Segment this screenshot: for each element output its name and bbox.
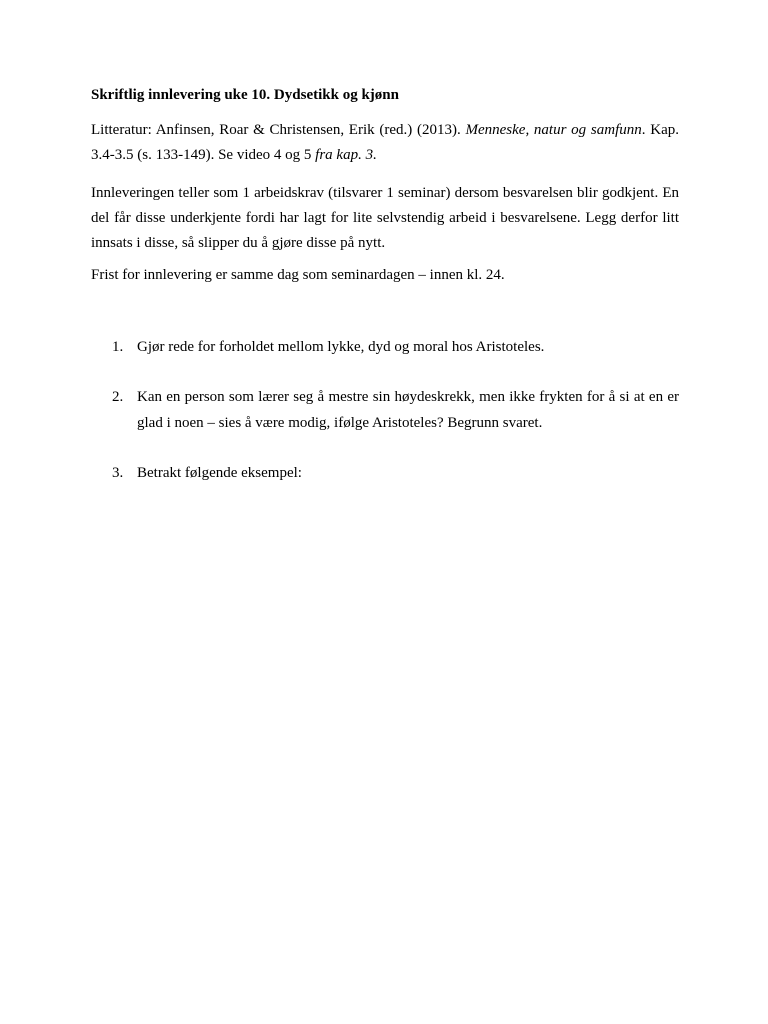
deadline-paragraph: Frist for innlevering er samme dag som seminardagen – innen kl. 24. — [91, 267, 505, 283]
intro-paragraph: Innleveringen teller som 1 arbeidskrav (tilsvarer 1 seminar) dersom besvarelsen blir godkjent. En del får disse underkjente fordi har lagt for lite selvstendig arbeid i besvarelsene. Legg derfor litt innsats i disse, så slipper du å gjøre disse på nytt. — [91, 185, 679, 251]
question-number: 1. — [112, 339, 124, 355]
literature-prefix: Litteratur: Anfinsen, Roar & Christensen, Erik (red.) (2013). — [91, 122, 466, 138]
literature-chapter-ref: fra kap. 3. — [315, 146, 377, 163]
question-number: 3. — [112, 465, 124, 481]
question-item — [91, 384, 679, 436]
question-text: Gjør rede for forholdet mellom lykke, dyd og moral hos Aristoteles. — [137, 339, 545, 355]
literature-middle: . Kap. 3.4-3.5 (s. 133-149). Se video 4 og 5 — [91, 122, 679, 163]
question-list — [91, 334, 679, 486]
literature-book-title: Menneske, natur og samfunn — [465, 122, 642, 138]
literature-reference — [91, 118, 679, 167]
question-item — [91, 460, 679, 486]
document-title: Skriftlig innlevering uke 10. Dydsetikk og kjønn — [91, 87, 399, 103]
document-page — [91, 84, 679, 510]
question-number: 2. — [112, 389, 124, 405]
question-item — [91, 334, 679, 360]
question-text: Betrakt følgende eksempel: — [137, 465, 302, 481]
question-text: Kan en person som lærer seg å mestre sin høydeskrekk, men ikke frykten for å si at en er glad i noen – sies å være modig, ifølge Aristoteles? Begrunn svaret. — [137, 389, 679, 431]
